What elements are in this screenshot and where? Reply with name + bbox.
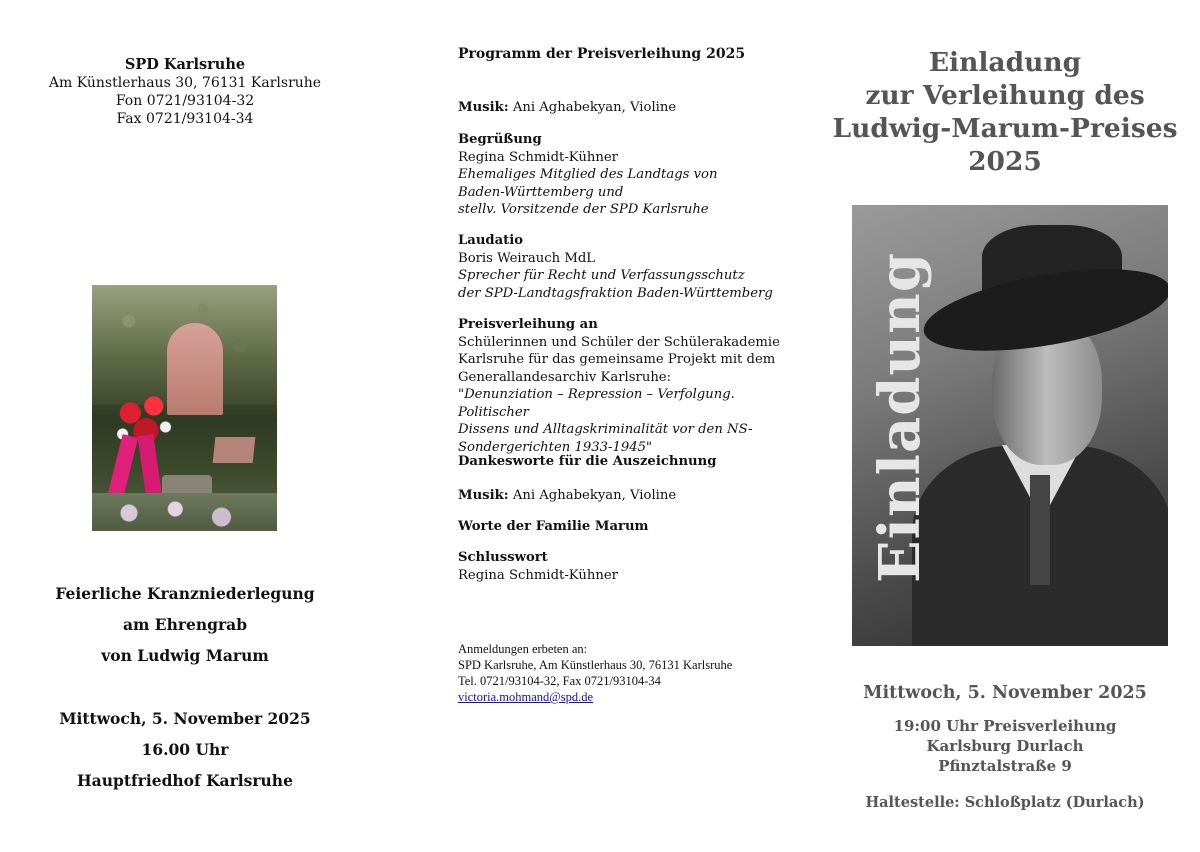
photo-plaque <box>213 437 256 463</box>
registration-info <box>458 641 798 705</box>
photo-heather <box>92 493 277 531</box>
detail-line: Karlsburg Durlach <box>926 737 1084 755</box>
program-closing <box>458 549 798 584</box>
title-line: Einladung <box>928 47 1082 78</box>
ludwig-marum-portrait <box>852 205 1168 646</box>
closing-heading: Schlusswort <box>458 550 548 565</box>
street-address: Am Künstlerhaus 30, 76131 Karlsruhe <box>48 75 322 91</box>
ceremony-date: Mittwoch, 5. November 2025 <box>863 683 1147 703</box>
portrait-tie <box>1030 475 1050 585</box>
transit-stop: Haltestelle: Schloßplatz (Durlach) <box>865 794 1145 811</box>
family-heading: Worte der Familie Marum <box>458 519 649 534</box>
ceremony-details <box>820 716 1190 776</box>
invitation-title <box>820 46 1190 178</box>
title-line: 2025 <box>968 146 1042 177</box>
laudatio-role: der SPD-Landtagsfraktion Baden-Württemberg <box>458 285 773 301</box>
program-family <box>458 518 798 536</box>
registration-intro: Anmeldungen erbeten an: <box>458 642 588 656</box>
cover-panel <box>820 0 1200 852</box>
program-welcome <box>458 131 798 219</box>
welcome-name: Regina Schmidt-Kühner <box>458 149 618 165</box>
detail-line: 19:00 Uhr Preisverleihung <box>893 717 1117 735</box>
registration-address: SPD Karlsruhe, Am Künstlerhaus 30, 76131 Karlsruhe <box>458 658 733 672</box>
event-date: Mittwoch, 5. November 2025 <box>59 709 311 728</box>
event-line: von Ludwig Marum <box>101 646 269 665</box>
welcome-role: Ehemaliges Mitglied des Landtags von <box>458 167 718 182</box>
award-line: Schülerinnen und Schüler der Schülerakademie <box>458 334 780 350</box>
award-project: Sondergerichten 1933-1945" <box>458 439 653 455</box>
program-title: Programm der Preisverleihung 2025 <box>458 46 746 62</box>
thanks-heading: Dankesworte für die Auszeichnung <box>458 454 717 469</box>
wreath-ceremony-details <box>0 703 370 796</box>
left-panel <box>0 0 370 852</box>
wreath-ceremony-title <box>0 578 370 671</box>
title-line: Ludwig-Marum-Preises <box>832 113 1178 144</box>
program-music-1 <box>458 99 798 117</box>
phone-number: Fon 0721/93104-32 <box>115 93 255 109</box>
program-music-2 <box>458 487 798 505</box>
registration-phone: Tel. 0721/93104-32, Fax 0721/93104-34 <box>458 674 661 688</box>
program-award <box>458 316 798 456</box>
program-panel <box>440 0 800 852</box>
detail-line: Pfinztalstraße 9 <box>938 757 1072 775</box>
music-label: Musik: <box>458 488 509 503</box>
welcome-heading: Begrüßung <box>458 132 542 147</box>
music-value: Ani Aghabekyan, Violine <box>512 100 677 115</box>
event-time: 16.00 Uhr <box>141 740 229 759</box>
registration-email-link[interactable]: victoria.mohmand@spd.de <box>458 690 594 704</box>
award-line: Karlsruhe für das gemeinsame Projekt mit dem <box>458 352 776 367</box>
music-value: Ani Aghabekyan, Violine <box>512 488 677 503</box>
welcome-role: stellv. Vorsitzende der SPD Karlsruhe <box>458 202 709 217</box>
award-line: Generallandesarchiv Karlsruhe: <box>458 369 672 385</box>
laudatio-heading: Laudatio <box>458 233 524 248</box>
organization-name: SPD Karlsruhe <box>124 56 246 73</box>
title-line: zur Verleihung des <box>865 80 1145 111</box>
laudatio-name: Boris Weirauch MdL <box>458 250 596 266</box>
program-laudatio <box>458 232 798 302</box>
closing-name: Regina Schmidt-Kühner <box>458 567 618 583</box>
sender-address <box>0 56 370 128</box>
award-project: Dissens und Alltagskriminalität vor den NS- <box>458 422 753 437</box>
fax-number: Fax 0721/93104-34 <box>116 111 254 127</box>
welcome-role: Baden-Württemberg und <box>458 184 624 200</box>
event-line: am Ehrengrab <box>122 615 248 634</box>
laudatio-role: Sprecher für Recht und Verfassungsschutz <box>458 268 745 283</box>
grave-photo <box>92 285 277 531</box>
music-label: Musik: <box>458 100 509 115</box>
vertical-invitation-text: Einladung <box>867 252 933 583</box>
event-line: Feierliche Kranzniederlegung <box>55 584 315 603</box>
award-project: "Denunziation – Repression – Verfolgung. Politischer <box>458 387 735 420</box>
program-thanks <box>458 453 798 471</box>
award-heading: Preisverleihung an <box>458 317 598 332</box>
event-place: Hauptfriedhof Karlsruhe <box>77 771 293 790</box>
